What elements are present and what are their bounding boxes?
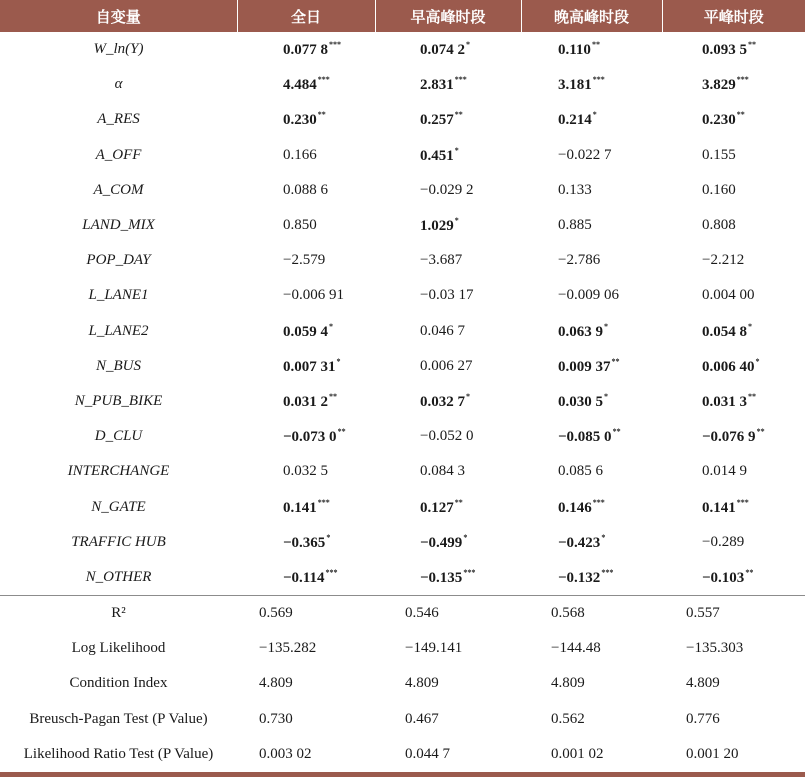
- significance-marker: **: [337, 427, 346, 437]
- significance-marker: *: [463, 532, 468, 542]
- coefficient-cell: [237, 278, 375, 313]
- header-evening-peak: 晚高峰时段: [521, 0, 662, 32]
- coefficient-cell: [375, 67, 521, 102]
- statistic-name: R²: [0, 596, 237, 632]
- significance-marker: ***: [592, 497, 605, 507]
- coefficient-value: −0.103: [702, 569, 745, 586]
- coefficient-value: −0.052 0: [420, 428, 474, 445]
- statistic-name: Log Likelihood: [71, 640, 166, 657]
- coefficient-cell: [521, 102, 662, 137]
- variable-name: N_BUS: [96, 357, 141, 374]
- significance-marker: **: [317, 110, 326, 120]
- coefficient-cell: [662, 560, 805, 596]
- coefficient-value: 1.029: [420, 218, 454, 235]
- coefficient-value: −2.786: [558, 252, 601, 269]
- coefficient-value: −0.365: [283, 534, 326, 551]
- coefficient-value: 4.484: [283, 77, 317, 94]
- coefficient-value: 0.451: [420, 147, 454, 164]
- coefficient-cell: [375, 314, 521, 349]
- statistic-name: Likelihood Ratio Test (P Value): [23, 745, 214, 762]
- coefficient-cell: [375, 489, 521, 524]
- coefficient-cell: [375, 384, 521, 419]
- statistic-name: Condition Index: [69, 675, 168, 692]
- significance-marker: *: [592, 110, 597, 120]
- coefficient-cell: [662, 454, 805, 489]
- coefficient-value: 0.084 3: [420, 463, 465, 480]
- significance-marker: *: [601, 532, 606, 542]
- coefficient-value: 0.146: [558, 499, 592, 516]
- coefficient-cell: [521, 489, 662, 524]
- coefficient-value: −0.423: [558, 534, 601, 551]
- coefficient-value: 0.141: [283, 499, 317, 516]
- variable-name: TRAFFIC HUB: [71, 533, 166, 550]
- table-row: [0, 384, 805, 419]
- table-row: [0, 454, 805, 489]
- coefficient-cell: [375, 454, 521, 489]
- coefficient-cell: [375, 208, 521, 243]
- coefficient-value: 0.031 2: [283, 393, 328, 410]
- statistic-value: 0.730: [259, 710, 293, 727]
- coefficient-cell: [662, 67, 805, 102]
- table-row: [0, 349, 805, 384]
- coefficient-value: 0.030 5: [558, 393, 603, 410]
- coefficient-value: −0.114: [283, 569, 325, 586]
- table-row: [0, 525, 805, 560]
- header-morning-peak: 早高峰时段: [375, 0, 521, 32]
- table-row: [0, 102, 805, 137]
- coefficient-value: 0.808: [702, 217, 736, 234]
- coefficient-value: 0.006 40: [702, 358, 755, 375]
- coefficient-cell: [662, 208, 805, 243]
- coefficient-value: 0.077 8: [283, 42, 328, 59]
- statistic-value: 0.546: [375, 596, 521, 632]
- statistic-value: −144.48: [551, 640, 601, 657]
- significance-marker: ***: [454, 75, 467, 85]
- coefficient-cell: [521, 32, 662, 67]
- significance-marker: *: [336, 356, 341, 366]
- significance-marker: **: [745, 567, 754, 577]
- coefficient-cell: [237, 384, 375, 419]
- coefficient-value: 0.063 9: [558, 323, 603, 340]
- coefficient-value: 0.230: [283, 112, 317, 129]
- variable-name: N_PUB_BIKE: [74, 392, 163, 409]
- coefficient-cell: [662, 32, 805, 67]
- coefficient-value: 2.831: [420, 77, 454, 94]
- coefficient-value: −0.006 91: [283, 287, 344, 304]
- statistic-value: 4.809: [551, 675, 585, 692]
- coefficient-value: 0.007 31: [283, 358, 336, 375]
- coefficient-value: −0.499: [420, 534, 463, 551]
- coefficient-cell: [375, 243, 521, 278]
- coefficient-cell: [521, 525, 662, 560]
- significance-marker: **: [756, 427, 765, 437]
- coefficient-cell: [237, 138, 375, 173]
- coefficient-cell: [237, 560, 375, 596]
- coefficient-cell: [237, 67, 375, 102]
- coefficient-cell: [375, 560, 521, 596]
- variable-name: N_GATE: [91, 498, 146, 515]
- coefficient-cell: [375, 278, 521, 313]
- statistic-value: 0.001 02: [551, 745, 604, 762]
- stat-row: [0, 702, 805, 737]
- coefficient-cell: [521, 314, 662, 349]
- table-row: [0, 419, 805, 454]
- coefficient-value: 3.829: [702, 77, 736, 94]
- coefficient-value: 0.110: [558, 42, 591, 59]
- coefficient-value: −0.022 7: [558, 146, 612, 163]
- variable-name: A_OFF: [95, 146, 142, 163]
- stat-row: [0, 666, 805, 701]
- coefficient-value: 0.046 7: [420, 322, 465, 339]
- header-row: [0, 0, 805, 32]
- significance-marker: *: [604, 321, 608, 331]
- coefficient-value: −0.073 0: [283, 429, 337, 446]
- coefficient-cell: [237, 525, 375, 560]
- table-row: [0, 243, 805, 278]
- coefficient-value: −0.009 06: [558, 287, 619, 304]
- coefficient-value: −0.076 9: [702, 429, 756, 446]
- table-row: [0, 560, 805, 596]
- significance-marker: ***: [317, 75, 330, 85]
- variable-name: LAND_MIX: [82, 217, 155, 234]
- coefficient-value: −3.687: [420, 252, 463, 269]
- statistic-value: 0.044 7: [405, 745, 450, 762]
- coefficient-cell: [662, 138, 805, 173]
- stat-row: [0, 596, 805, 632]
- variable-name: POP_DAY: [86, 252, 151, 269]
- significance-marker: *: [454, 216, 459, 226]
- significance-marker: *: [604, 391, 608, 401]
- coefficient-value: 0.133: [558, 181, 592, 198]
- statistic-rows: [0, 596, 805, 772]
- coefficient-value: −0.132: [558, 569, 601, 586]
- table-row: [0, 489, 805, 524]
- coefficient-value: 0.014 9: [702, 463, 747, 480]
- coefficient-value: −2.579: [283, 252, 326, 269]
- statistic-value: 0.568: [521, 596, 662, 632]
- coefficient-cell: [375, 419, 521, 454]
- significance-marker: ***: [329, 40, 341, 50]
- coefficient-cell: [521, 419, 662, 454]
- coefficient-cell: [521, 454, 662, 489]
- coefficient-value: 0.160: [702, 181, 736, 198]
- coefficient-value: −0.289: [702, 533, 745, 550]
- coefficient-value: 0.214: [558, 112, 592, 129]
- coefficient-cell: [662, 384, 805, 419]
- statistic-value: 0.569: [237, 596, 375, 632]
- coefficient-cell: [237, 208, 375, 243]
- coefficient-value: 0.093 5: [702, 42, 747, 59]
- coefficient-value: 0.085 6: [558, 463, 603, 480]
- coefficient-cell: [662, 419, 805, 454]
- statistic-value: 0.003 02: [259, 745, 312, 762]
- coefficient-value: 0.032 5: [283, 463, 328, 480]
- significance-marker: *: [454, 145, 459, 155]
- coefficient-value: 0.230: [702, 112, 736, 129]
- coefficient-value: 0.009 37: [558, 358, 611, 375]
- coefficient-cell: [521, 560, 662, 596]
- variable-name: L_LANE1: [88, 287, 149, 304]
- significance-marker: *: [466, 40, 470, 50]
- coefficient-cell: [375, 102, 521, 137]
- coefficient-cell: [521, 384, 662, 419]
- table-row: [0, 314, 805, 349]
- coefficient-cell: [237, 173, 375, 208]
- statistic-value: −135.282: [259, 640, 317, 657]
- coefficient-cell: [375, 349, 521, 384]
- variable-name: A_COM: [93, 181, 144, 198]
- coefficient-cell: [662, 489, 805, 524]
- coefficient-cell: [237, 102, 375, 137]
- coefficient-value: 0.059 4: [283, 323, 328, 340]
- coefficient-cell: [375, 173, 521, 208]
- significance-marker: *: [755, 356, 760, 366]
- variable-name: INTERCHANGE: [67, 463, 170, 480]
- table-row: [0, 278, 805, 313]
- coefficient-cell: [662, 173, 805, 208]
- coefficient-value: 0.031 3: [702, 393, 747, 410]
- coefficient-cell: [662, 314, 805, 349]
- coefficient-value: 0.032 7: [420, 393, 465, 410]
- variable-name: W_ln(Y): [93, 41, 144, 58]
- coefficient-cell: [237, 489, 375, 524]
- significance-marker: **: [454, 110, 463, 120]
- statistic-value: 0.467: [405, 710, 439, 727]
- statistic-name: Breusch-Pagan Test (P Value): [29, 710, 208, 727]
- table-row: [0, 32, 805, 67]
- statistic-value: 0.562: [551, 710, 585, 727]
- significance-marker: **: [329, 391, 337, 401]
- table-row: [0, 138, 805, 173]
- coefficient-value: 0.885: [558, 217, 592, 234]
- statistic-value: 4.809: [405, 675, 439, 692]
- significance-marker: *: [748, 321, 752, 331]
- coefficient-value: 0.155: [702, 146, 736, 163]
- significance-marker: **: [611, 356, 620, 366]
- statistic-value: −135.303: [686, 640, 744, 657]
- coefficient-value: 0.141: [702, 499, 736, 516]
- significance-marker: *: [326, 532, 331, 542]
- coefficient-value: 0.257: [420, 112, 454, 129]
- significance-marker: **: [748, 391, 756, 401]
- coefficient-value: −2.212: [702, 252, 745, 269]
- coefficient-cell: [662, 278, 805, 313]
- coefficient-value: 0.166: [283, 146, 317, 163]
- coefficient-value: 0.850: [283, 217, 317, 234]
- table-row: [0, 173, 805, 208]
- coefficient-cell: [237, 349, 375, 384]
- coefficient-value: 3.181: [558, 77, 592, 94]
- significance-marker: **: [454, 497, 463, 507]
- coefficient-value: −0.135: [420, 569, 463, 586]
- coefficient-cell: [662, 102, 805, 137]
- coefficient-value: 0.088 6: [283, 181, 328, 198]
- coefficient-cell: [237, 314, 375, 349]
- coefficient-cell: [521, 67, 662, 102]
- coefficient-value: 0.127: [420, 499, 454, 516]
- coefficient-cell: [521, 173, 662, 208]
- header-all-day: 全日: [237, 0, 375, 32]
- header-off-peak: 平峰时段: [662, 0, 805, 32]
- coefficient-cell: [521, 349, 662, 384]
- significance-marker: **: [591, 40, 600, 50]
- significance-marker: ***: [592, 75, 605, 85]
- significance-marker: **: [612, 427, 621, 437]
- coefficient-cell: [237, 32, 375, 67]
- variable-name: L_LANE2: [88, 322, 149, 339]
- coefficient-value: 0.074 2: [420, 42, 465, 59]
- coefficient-cell: [521, 138, 662, 173]
- coefficient-value: 0.004 00: [702, 287, 755, 304]
- significance-marker: ***: [325, 567, 338, 577]
- significance-marker: ***: [736, 75, 749, 85]
- significance-marker: ***: [317, 497, 330, 507]
- coefficient-cell: [375, 138, 521, 173]
- variable-rows: [0, 32, 805, 596]
- variable-name: A_RES: [97, 111, 140, 128]
- coefficient-value: 0.006 27: [420, 357, 473, 374]
- stat-row: [0, 631, 805, 666]
- coefficient-cell: [375, 32, 521, 67]
- significance-marker: *: [466, 391, 470, 401]
- coefficient-value: −0.085 0: [558, 429, 612, 446]
- significance-marker: ***: [601, 567, 614, 577]
- statistic-value: 4.809: [686, 675, 720, 692]
- table-row: [0, 208, 805, 243]
- statistic-value: 0.001 20: [686, 745, 739, 762]
- coefficient-cell: [237, 419, 375, 454]
- significance-marker: ***: [463, 567, 476, 577]
- significance-marker: **: [736, 110, 745, 120]
- statistic-value: 0.776: [686, 710, 720, 727]
- header-variable: 自变量: [0, 0, 237, 32]
- significance-marker: *: [329, 321, 333, 331]
- coefficient-value: 0.054 8: [702, 323, 747, 340]
- significance-marker: **: [748, 40, 756, 50]
- statistic-value: 0.557: [662, 596, 805, 632]
- significance-marker: ***: [736, 497, 749, 507]
- coefficient-cell: [237, 243, 375, 278]
- coefficient-cell: [375, 525, 521, 560]
- statistic-value: −149.141: [405, 640, 463, 657]
- coefficient-cell: [521, 208, 662, 243]
- statistic-value: 4.809: [259, 675, 293, 692]
- coefficient-cell: [662, 349, 805, 384]
- coefficient-value: −0.029 2: [420, 181, 474, 198]
- coefficient-cell: [237, 454, 375, 489]
- variable-name: N_OTHER: [85, 568, 152, 585]
- coefficient-cell: [662, 525, 805, 560]
- bottom-rule: [0, 772, 805, 777]
- coefficient-cell: [521, 243, 662, 278]
- stat-row: [0, 737, 805, 772]
- variable-name: α: [114, 76, 123, 93]
- table-row: [0, 67, 805, 102]
- coefficient-cell: [662, 243, 805, 278]
- variable-name: D_CLU: [94, 428, 143, 445]
- coefficient-cell: [521, 278, 662, 313]
- coefficient-value: −0.03 17: [420, 287, 474, 304]
